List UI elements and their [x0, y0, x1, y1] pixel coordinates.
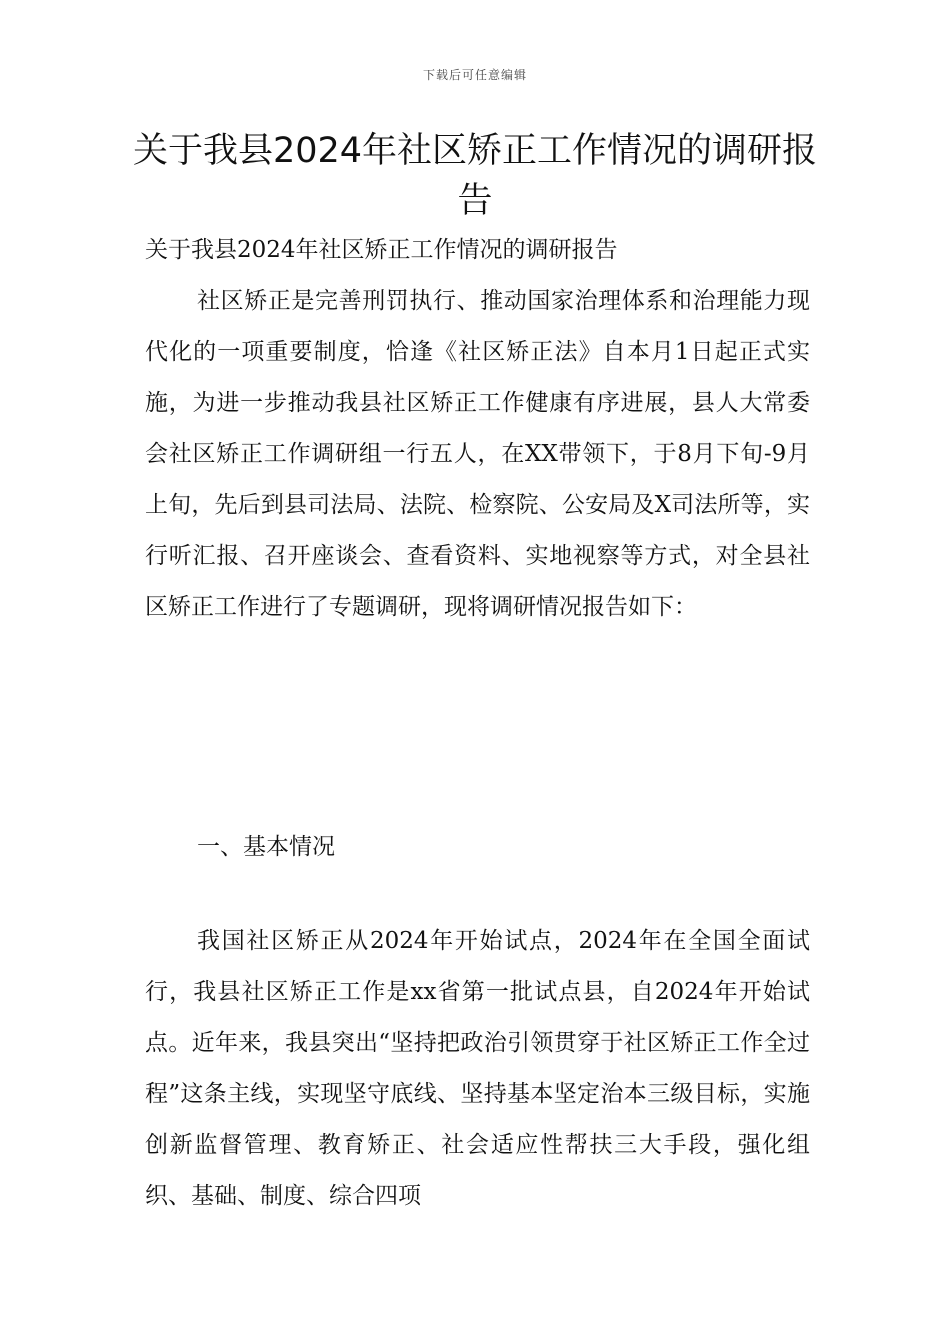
document-subtitle: 关于我县2024年社区矫正工作情况的调研报告: [145, 237, 618, 263]
paragraph-basic-situation: 我国社区矫正从2024年开始试点，2024年在全国全面试行，我县社区矫正工作是xx省第一批试点县，自2024年开始试点。近年来，我县突出“坚持把政治引领贯穿于社区矫正工作全过程”这条主线，实现坚守底线、坚持基本坚定治本三级目标，实施创新监督管理、教育矫正、社会适应性帮扶三大手段，强化组织、基础、制度、综合四项: [145, 928, 810, 1209]
document-title: 关于我县2024年社区矫正工作情况的调研报告: [132, 131, 818, 221]
header-note: 下载后可任意编辑: [422, 68, 527, 82]
section-heading-basic-situation: 一、基本情况: [197, 834, 335, 860]
paragraph-intro: 社区矫正是完善刑罚执行、推动国家治理体系和治理能力现代化的一项重要制度，恰逢《社区矫正法》自本月1日起正式实施，为进一步推动我县社区矫正工作健康有序进展，县人大常委会社区矫正工作调研组一行五人，在XX带领下，于8月下旬-9月上旬，先后到县司法局、法院、检察院、公安局及X司法所等，实行听汇报、召开座谈会、查看资料、实地视察等方式，对全县社区矫正工作进行了专题调研，现将调研情况报告如下：: [145, 288, 810, 620]
